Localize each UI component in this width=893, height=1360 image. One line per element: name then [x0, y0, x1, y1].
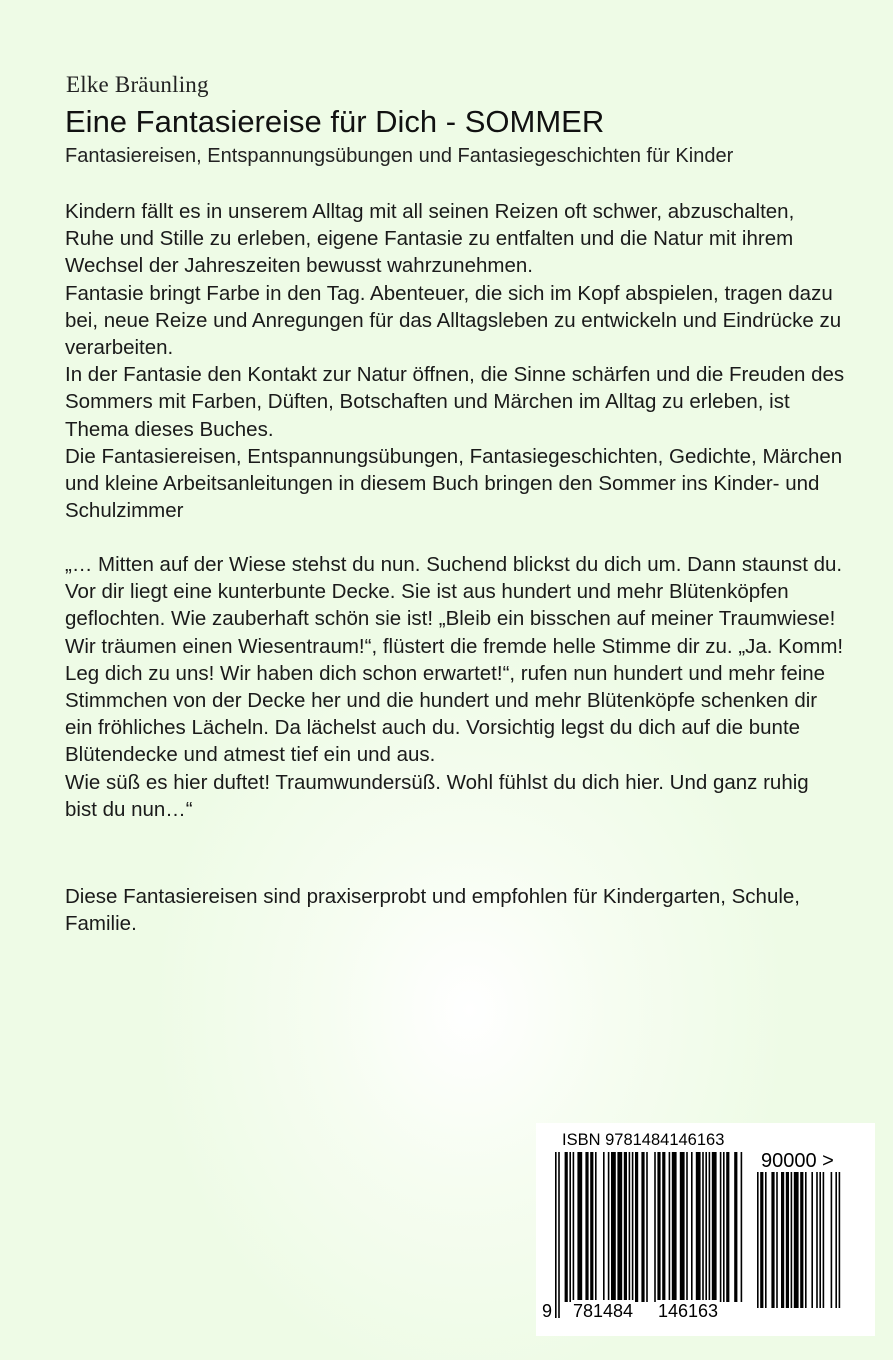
barcode-bar [603, 1152, 605, 1302]
barcode-bar [632, 1152, 634, 1302]
barcode-bar [811, 1172, 813, 1308]
barcode-bar [831, 1172, 833, 1308]
ean-digit-first: 9 [542, 1301, 553, 1321]
barcode-bar [839, 1172, 841, 1308]
barcode-bar [624, 1152, 627, 1302]
quote-paragraph: Wie süß es hier duftet! Traumwundersüß. Wohl fühlst du dich hier. Und ganz ruhig bist du nun…“ [65, 770, 809, 821]
barcode-bar [669, 1152, 671, 1302]
barcode-bar [760, 1172, 763, 1308]
barcode-bar [595, 1152, 597, 1302]
barcode-bar [816, 1172, 818, 1308]
barcode-bar [720, 1152, 722, 1302]
intro-paragraph: Kindern fällt es in unserem Alltag mit all seinen Reizen oft schwer, abzuschalten, Ruhe und Stille zu erleben, eigene Fantasie zu entfalten und die Natur mit ihrem Wechsel der Jahreszeiten bewusst wahrzunehmen. [65, 200, 795, 278]
barcode-bar [723, 1152, 725, 1302]
book-title: Eine Fantasiereise für Dich - SOMMER [65, 104, 605, 139]
intro-paragraph: In der Fantasie den Kontakt zur Natur öffnen, die Sinne schärfen und die Freuden des Sommers mit Farben, Düften, Botschaften und Märchen im Alltag zu erleben, ist Thema dieses Buches. [65, 363, 845, 441]
isbn-label: ISBN 9781484146163 [562, 1131, 725, 1149]
intro-text [65, 198, 845, 524]
barcode-bar [585, 1152, 588, 1302]
barcode-bar [629, 1152, 631, 1302]
closing-paragraph: Diese Fantasiereisen sind praxiserprobt und empfohlen für Kindergarten, Schule, Familie. [65, 885, 800, 936]
barcode-bar [646, 1152, 648, 1302]
barcode-bar [611, 1152, 616, 1302]
intro-paragraph: Fantasie bringt Farbe in den Tag. Abenteuer, die sich im Kopf abspielen, tragen dazu bei, neue Reize und Anregungen für das Alltagsleben zu entwickeln und Eindrücke zu verarbeiten. [65, 281, 842, 360]
book-subtitle: Fantasiereisen, Entspannungsübungen und Fantasiegeschichten für Kinder [65, 145, 734, 167]
excerpt-quote [65, 551, 845, 823]
barcode-bar [771, 1172, 774, 1308]
intro-paragraph: Die Fantasiereisen, Entspannungsübungen, Fantasiegeschichten, Gedichte, Märchen und kleine Arbeitsanleitungen in diesem Buch bringen den Sommer ins Kinder- und Schulzimmer [65, 444, 843, 523]
barcode-bar [555, 1152, 557, 1318]
barcode-bar [757, 1172, 759, 1308]
barcode-bar [794, 1172, 799, 1308]
barcode-bar [819, 1172, 821, 1308]
barcode-bar [709, 1152, 711, 1318]
barcode-bar [686, 1152, 688, 1302]
barcode-bar [641, 1152, 644, 1302]
barcode-bar [776, 1172, 778, 1308]
barcode-bar [577, 1152, 582, 1302]
price-code: 90000 > [761, 1150, 834, 1172]
barcode-bar [662, 1152, 665, 1302]
barcode-bar [741, 1152, 743, 1302]
ean-digits-right: 146163 [658, 1301, 719, 1321]
barcode-bar [657, 1152, 660, 1302]
barcode-bar [691, 1152, 693, 1302]
ean-barcode [555, 1152, 745, 1318]
barcode-bar [781, 1172, 784, 1308]
barcode-bar [726, 1152, 729, 1302]
barcode-bar [791, 1172, 793, 1308]
barcode-bar [823, 1172, 825, 1308]
ean-digits-left: 781484 [573, 1301, 634, 1321]
barcode-bar [565, 1152, 568, 1302]
barcode-bar [805, 1172, 807, 1308]
barcode-bar [835, 1172, 837, 1308]
author-name: Elke Bräunling [66, 72, 209, 97]
barcode-bar [635, 1152, 638, 1302]
barcode-bar [617, 1152, 622, 1302]
barcode-bar [573, 1152, 575, 1302]
quote-paragraph: „… Mitten auf der Wiese stehst du nun. Suchend blickst du dich um. Dann staunst du. Vor dir liegt eine kunterbunte Decke. Sie ist aus hundert und mehr Blütenköpfen geflochten. Wie zauberhaft schön sie ist! „Bleib ein bisschen auf meiner Traumwiese! Wir träumen einen Wiesentraum!“, flüstert die fremde helle Stimme dir zu. „Ja. Komm! Leg dich zu uns! Wir haben dich schon erwartet!“, rufen nun hundert und mehr feine Stimmchen von der Decke her und die hundert und mehr Blütenköpfe schenken dir ein fröhliches Lächeln. Da lächelst auch du. Vorsichtig legst du dich auf die bunte Blütendecke und atmest tief ein und aus. [65, 553, 844, 767]
barcode-bar [608, 1152, 610, 1302]
barcode-bar [696, 1152, 701, 1302]
barcode-bar [765, 1172, 767, 1308]
closing-text [65, 883, 845, 937]
barcode-bar [654, 1152, 656, 1302]
barcode-bar [590, 1152, 593, 1302]
barcode-bar [569, 1152, 571, 1302]
barcode-bar [786, 1172, 789, 1308]
barcode-bar [705, 1152, 707, 1318]
barcode-bar [734, 1152, 737, 1302]
barcode-bar [680, 1152, 685, 1302]
barcode-bar [702, 1152, 704, 1302]
barcode-bar [800, 1172, 803, 1308]
addon-barcode [757, 1172, 849, 1324]
barcode-bar [672, 1152, 677, 1302]
barcode-bar [558, 1152, 560, 1318]
barcode-bar [712, 1152, 717, 1302]
